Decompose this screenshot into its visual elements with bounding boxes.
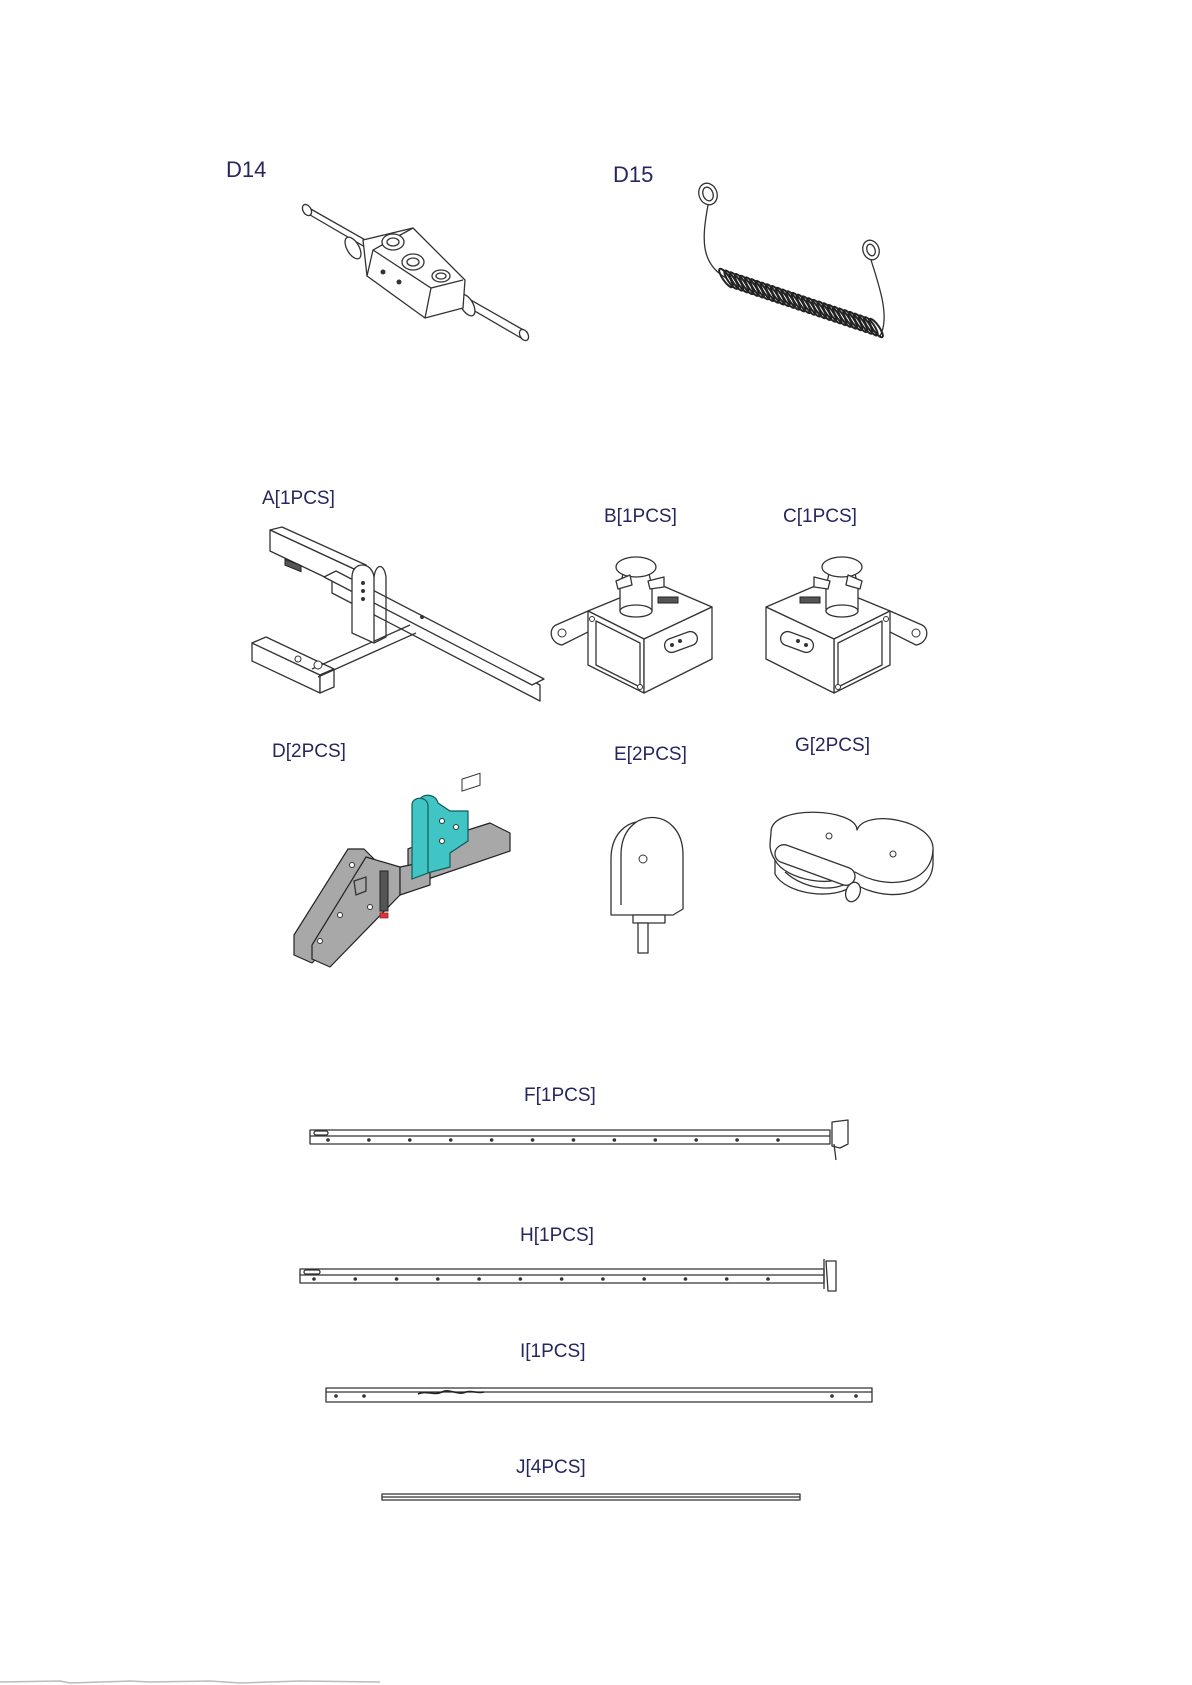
part-a-main-frame-image (240, 525, 545, 715)
part-label-d15: D15 (613, 162, 654, 187)
part-label-j: J[4PCS] (516, 1457, 586, 1478)
part-label-d14: D14 (226, 157, 267, 182)
coil-spring-icon (717, 267, 885, 339)
part-label-c: C[1PCS] (783, 506, 857, 527)
part-label-h: H[1PCS] (520, 1225, 594, 1246)
part-label-e: E[2PCS] (614, 744, 687, 765)
part-label-b: B[1PCS] (604, 506, 677, 527)
part-e-pulley-block-image (605, 815, 695, 955)
part-label-a: A[1PCS] (262, 488, 335, 509)
part-g-pulley-plate-image (765, 810, 940, 935)
part-label-i: I[1PCS] (520, 1341, 586, 1362)
part-label-d: D[2PCS] (272, 741, 346, 762)
part-d-mount-image (290, 795, 530, 970)
part-d14-handle-bar-image (295, 200, 535, 350)
part-f-tube-image (300, 1118, 860, 1178)
part-b-bracket-image (548, 555, 728, 705)
part-d15-coil-cable-image (690, 178, 905, 358)
part-i-flat-bar-image (322, 1382, 882, 1412)
part-label-g: G[2PCS] (795, 735, 870, 756)
part-label-f: F[1PCS] (524, 1085, 596, 1106)
part-j-rod-image (380, 1492, 804, 1504)
part-c-bracket-image (750, 555, 930, 705)
part-h-tube-image (290, 1255, 850, 1315)
scan-edge-artifact (0, 1677, 380, 1685)
